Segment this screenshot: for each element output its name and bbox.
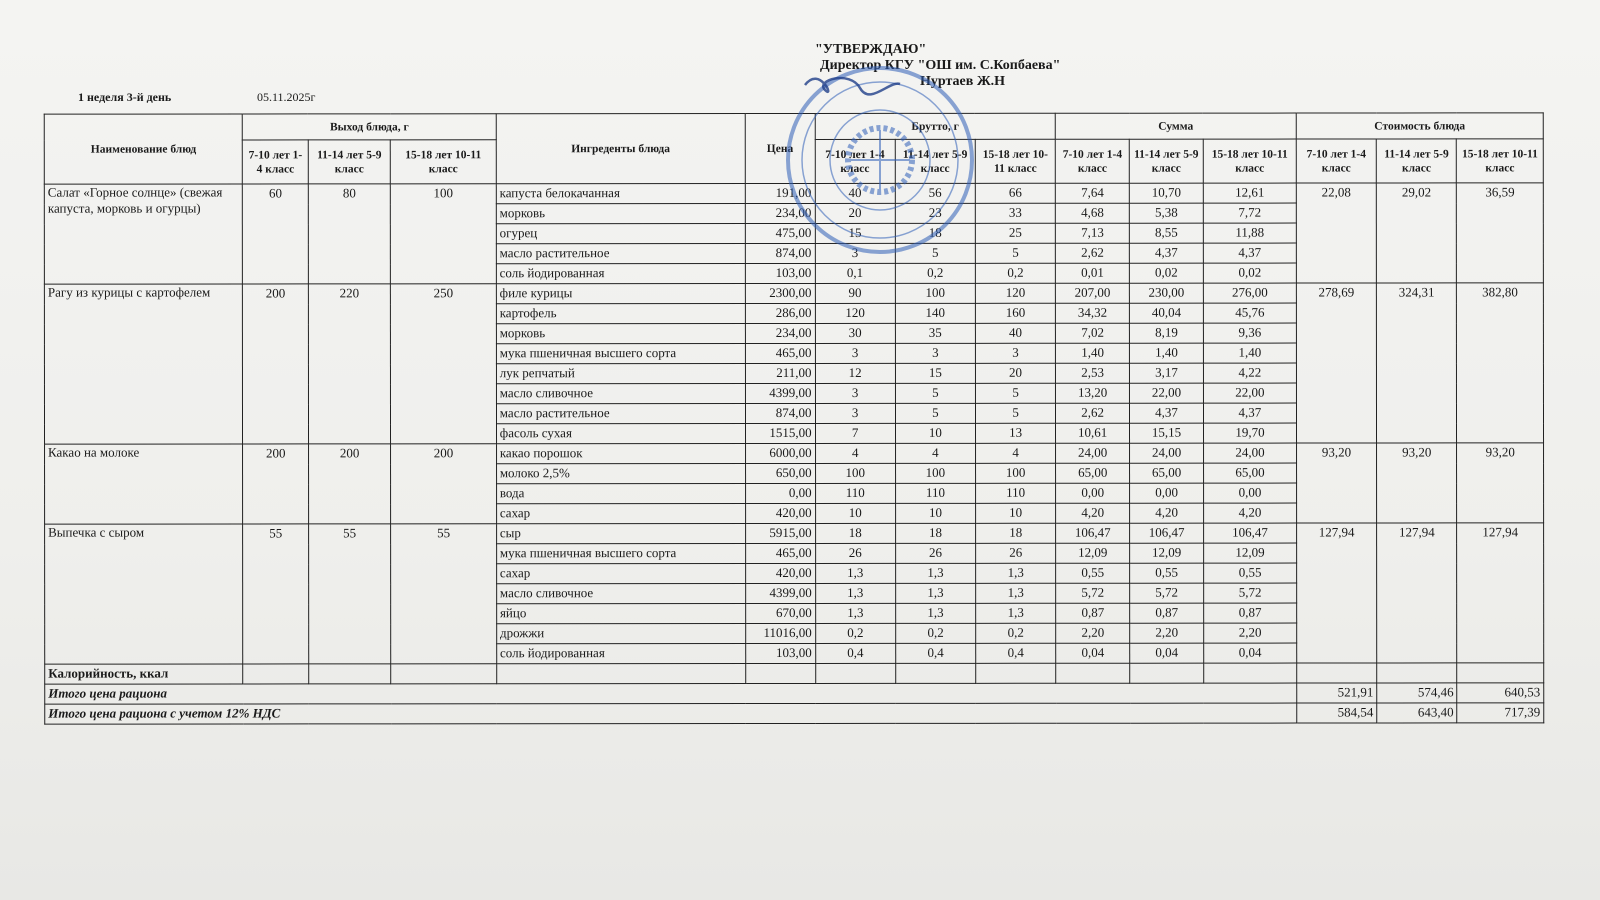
ingredient-brutto: 33 [975, 203, 1055, 223]
header-cost-age1: 7-10 лет 1-4 класс [1296, 139, 1376, 183]
ingredient-sum: 0,02 [1129, 263, 1203, 283]
ingredient-brutto: 15 [815, 223, 895, 243]
empty-cell [496, 664, 745, 684]
dish-output: 200 [243, 284, 309, 444]
ingredient-sum: 12,09 [1056, 543, 1130, 563]
ingredient-price: 103,00 [746, 643, 816, 663]
dish-name: Салат «Горное солнце» (свежая капуста, морковь и огурцы) [44, 184, 243, 284]
ingredient-sum: 65,00 [1204, 463, 1297, 483]
ingredient-sum: 0,87 [1056, 603, 1130, 623]
empty-cell [1377, 663, 1457, 683]
ingredient-price: 670,00 [746, 603, 816, 623]
ingredient-sum: 5,72 [1056, 583, 1130, 603]
dish-name: Выпечка с сыром [45, 524, 244, 664]
ingredient-brutto: 56 [895, 183, 975, 203]
table-row [44, 183, 1543, 204]
header-sum: Сумма [1055, 113, 1296, 139]
ingredient-sum: 65,00 [1056, 463, 1130, 483]
ingredient-name: морковь [496, 204, 745, 224]
total-value: 643,40 [1377, 703, 1457, 723]
ingredient-price: 5915,00 [745, 523, 815, 543]
ingredient-sum: 12,09 [1130, 543, 1204, 563]
calories-row [45, 663, 1544, 684]
ingredient-name: морковь [496, 324, 745, 344]
empty-cell [895, 663, 975, 683]
header-cost: Стоимость блюда [1296, 113, 1543, 139]
ingredient-brutto: 4 [976, 443, 1056, 463]
ingredient-sum: 2,20 [1204, 623, 1297, 643]
total-value: 574,46 [1377, 683, 1457, 703]
ingredient-brutto: 1,3 [976, 603, 1056, 623]
empty-cell [243, 664, 308, 684]
ingredient-price: 0,00 [745, 483, 815, 503]
ingredient-sum: 4,37 [1130, 403, 1204, 423]
total-row [45, 683, 1544, 704]
ingredient-brutto: 3 [815, 243, 895, 263]
ingredient-sum: 4,22 [1203, 363, 1296, 383]
ingredient-brutto: 3 [815, 403, 895, 423]
ingredient-sum: 2,20 [1056, 623, 1130, 643]
ingredient-name: капуста белокачанная [496, 184, 745, 204]
ingredient-price: 286,00 [745, 303, 815, 323]
ingredient-brutto: 3 [895, 343, 975, 363]
total-value: 521,91 [1297, 683, 1377, 703]
ingredient-sum: 4,37 [1129, 243, 1203, 263]
dish-cost: 382,80 [1457, 283, 1544, 443]
ingredient-brutto: 23 [895, 203, 975, 223]
ingredient-sum: 0,02 [1203, 263, 1296, 283]
ingredient-sum: 7,72 [1203, 203, 1296, 223]
ingredient-brutto: 18 [976, 523, 1056, 543]
dish-cost: 29,02 [1376, 183, 1456, 283]
ingredient-brutto: 0,2 [895, 623, 975, 643]
ingredient-brutto: 110 [976, 483, 1056, 503]
empty-cell [391, 664, 497, 684]
ingredient-brutto: 40 [975, 323, 1055, 343]
date-label: 05.11.2025г [257, 90, 316, 104]
approval-name: Нуртаев Ж.Н [920, 74, 1006, 89]
dish-cost: 127,94 [1377, 523, 1457, 663]
ingredient-name: какао порошок [496, 444, 745, 464]
ingredient-sum: 45,76 [1203, 303, 1296, 323]
empty-cell [976, 663, 1056, 683]
empty-cell [309, 664, 391, 684]
ingredient-brutto: 10 [895, 423, 975, 443]
ingredient-sum: 0,00 [1130, 483, 1204, 503]
ingredient-sum: 106,47 [1204, 523, 1297, 543]
ingredient-price: 2300,00 [745, 283, 815, 303]
ingredient-price: 211,00 [745, 363, 815, 383]
ingredient-brutto: 120 [815, 303, 895, 323]
ingredient-sum: 10,70 [1129, 183, 1203, 203]
ingredient-sum: 11,88 [1203, 223, 1296, 243]
header-output-age1: 7-10 лет 1-4 класс [243, 140, 308, 184]
ingredient-sum: 0,04 [1056, 643, 1130, 663]
ingredient-price: 650,00 [745, 463, 815, 483]
approval-block [815, 42, 1060, 90]
ingredient-sum: 1,40 [1056, 343, 1130, 363]
ingredient-brutto: 110 [815, 483, 895, 503]
ingredient-brutto: 5 [975, 403, 1055, 423]
ingredient-brutto: 1,3 [976, 563, 1056, 583]
ingredient-sum: 8,19 [1130, 323, 1204, 343]
ingredient-sum: 65,00 [1130, 463, 1204, 483]
ingredient-brutto: 66 [975, 183, 1055, 203]
dish-output: 80 [308, 184, 390, 284]
ingredient-name: масло сливочное [496, 384, 745, 404]
menu-table [44, 112, 1545, 724]
empty-cell [1204, 663, 1297, 683]
header-cost-age3: 15-18 лет 10-11 класс [1457, 139, 1544, 183]
empty-cell [1056, 663, 1130, 683]
ingredient-brutto: 1,3 [895, 583, 975, 603]
ingredient-brutto: 4 [815, 443, 895, 463]
ingredient-name: огурец [496, 224, 745, 244]
ingredient-sum: 12,61 [1203, 183, 1296, 203]
ingredient-sum: 2,20 [1130, 623, 1204, 643]
ingredient-brutto: 40 [815, 183, 895, 203]
ingredient-name: вода [496, 484, 745, 504]
ingredient-brutto: 5 [895, 403, 975, 423]
ingredient-name: масло растительное [496, 244, 745, 264]
ingredient-brutto: 1,3 [815, 603, 895, 623]
header-brutto-age2: 11-14 лет 5-9 класс [895, 139, 975, 183]
ingredient-brutto: 1,3 [895, 563, 975, 583]
dish-cost: 324,31 [1376, 283, 1456, 443]
dish-cost: 127,94 [1296, 523, 1376, 663]
ingredient-brutto: 26 [895, 543, 975, 563]
ingredient-price: 874,00 [745, 243, 815, 263]
header-ingredients: Ингреденты блюда [496, 114, 745, 184]
ingredient-brutto: 0,2 [975, 263, 1055, 283]
ingredient-brutto: 100 [815, 463, 895, 483]
ingredient-sum: 0,00 [1204, 483, 1297, 503]
ingredient-price: 4399,00 [746, 583, 816, 603]
ingredient-sum: 24,00 [1056, 443, 1130, 463]
ingredient-brutto: 110 [895, 483, 975, 503]
header-output-age3: 15-18 лет 10-11 класс [390, 140, 496, 184]
ingredient-name: соль йодированная [496, 644, 745, 664]
ingredient-price: 191,00 [745, 183, 815, 203]
ingredient-sum: 22,00 [1130, 383, 1204, 403]
ingredient-sum: 0,04 [1204, 643, 1297, 663]
ingredient-name: лук репчатый [496, 364, 745, 384]
empty-cell [1297, 663, 1377, 683]
ingredient-name: дрожжи [496, 624, 745, 644]
ingredient-brutto: 0,2 [895, 263, 975, 283]
ingredient-sum: 4,37 [1203, 403, 1296, 423]
ingredient-sum: 22,00 [1203, 383, 1296, 403]
ingredient-name: масло растительное [496, 404, 745, 424]
ingredient-brutto: 15 [895, 363, 975, 383]
ingredient-sum: 0,01 [1056, 263, 1130, 283]
ingredient-brutto: 13 [975, 423, 1055, 443]
header-output: Выход блюда, г [243, 114, 496, 140]
ingredient-sum: 40,04 [1129, 303, 1203, 323]
ingredient-sum: 0,55 [1056, 563, 1130, 583]
ingredient-name: яйцо [496, 604, 745, 624]
ingredient-sum: 1,40 [1130, 343, 1204, 363]
ingredient-price: 874,00 [745, 403, 815, 423]
ingredient-sum: 10,61 [1056, 423, 1130, 443]
ingredient-brutto: 3 [815, 343, 895, 363]
dish-name: Какао на молоке [45, 444, 244, 524]
empty-cell [1457, 663, 1544, 683]
ingredient-sum: 9,36 [1203, 323, 1296, 343]
header-dish-name: Наименование блюд [44, 114, 242, 184]
ingredient-brutto: 26 [976, 543, 1056, 563]
ingredient-brutto: 18 [895, 223, 975, 243]
ingredient-sum: 207,00 [1056, 283, 1130, 303]
dish-output: 200 [243, 444, 309, 524]
dish-cost: 93,20 [1296, 443, 1376, 523]
total-row [45, 703, 1544, 724]
ingredient-brutto: 0,1 [815, 263, 895, 283]
ingredient-sum: 1,40 [1203, 343, 1296, 363]
dish-output: 220 [308, 284, 390, 444]
ingredient-price: 234,00 [745, 203, 815, 223]
dish-output: 100 [390, 184, 496, 284]
total-value: 640,53 [1457, 683, 1544, 703]
dish-cost: 22,08 [1296, 183, 1376, 283]
ingredient-brutto: 0,4 [895, 643, 975, 663]
ingredient-brutto: 0,2 [976, 623, 1056, 643]
empty-cell [746, 663, 816, 683]
table-row [45, 443, 1544, 464]
header-brutto-age1: 7-10 лет 1-4 класс [815, 139, 895, 183]
ingredient-price: 11016,00 [746, 623, 816, 643]
ingredient-name: молоко 2,5% [496, 464, 745, 484]
ingredient-brutto: 160 [975, 303, 1055, 323]
dish-output: 200 [391, 444, 497, 524]
ingredient-sum: 4,20 [1056, 503, 1130, 523]
ingredient-name: масло сливочное [496, 584, 745, 604]
table-row [45, 523, 1544, 544]
ingredient-brutto: 140 [895, 303, 975, 323]
table-row [44, 283, 1543, 304]
ingredient-brutto: 10 [976, 503, 1056, 523]
ingredient-sum: 34,32 [1056, 303, 1130, 323]
ingredient-price: 475,00 [745, 223, 815, 243]
ingredient-name: соль йодированная [496, 264, 745, 284]
header-cost-age2: 11-14 лет 5-9 класс [1376, 139, 1456, 183]
ingredient-sum: 13,20 [1056, 383, 1130, 403]
dish-cost: 93,20 [1457, 443, 1544, 523]
ingredient-name: сахар [496, 564, 745, 584]
ingredient-brutto: 5 [975, 383, 1055, 403]
ingredient-sum: 2,53 [1056, 363, 1130, 383]
ingredient-price: 234,00 [745, 323, 815, 343]
ingredient-sum: 4,68 [1056, 203, 1130, 223]
ingredient-sum: 24,00 [1204, 443, 1297, 463]
dish-output: 250 [391, 284, 497, 444]
ingredient-brutto: 90 [815, 283, 895, 303]
ingredient-sum: 7,02 [1056, 323, 1130, 343]
ingredient-brutto: 5 [895, 383, 975, 403]
ingredient-price: 6000,00 [745, 443, 815, 463]
ingredient-brutto: 10 [815, 503, 895, 523]
ingredient-brutto: 0,4 [976, 643, 1056, 663]
ingredient-sum: 4,20 [1130, 503, 1204, 523]
ingredient-sum: 276,00 [1203, 283, 1296, 303]
dish-output: 200 [308, 444, 390, 524]
ingredient-brutto: 30 [815, 323, 895, 343]
ingredient-brutto: 20 [975, 363, 1055, 383]
dish-cost: 127,94 [1457, 523, 1544, 663]
header-brutto-age3: 15-18 лет 10-11 класс [975, 139, 1055, 183]
total-label: Итого цена рациона [45, 683, 1297, 704]
header-sum-age1: 7-10 лет 1-4 класс [1055, 139, 1129, 183]
day-label: 1 неделя 3-й день [78, 90, 172, 104]
ingredient-price: 465,00 [745, 343, 815, 363]
ingredient-name: сыр [496, 524, 745, 544]
ingredient-brutto: 100 [895, 283, 975, 303]
ingredient-sum: 0,55 [1204, 563, 1297, 583]
ingredient-brutto: 1,3 [815, 583, 895, 603]
dish-output: 55 [308, 524, 390, 664]
ingredient-brutto: 12 [815, 363, 895, 383]
empty-cell [1130, 663, 1204, 683]
empty-cell [815, 663, 895, 683]
ingredient-brutto: 5 [975, 243, 1055, 263]
ingredient-sum: 7,13 [1056, 223, 1130, 243]
dish-output: 60 [243, 184, 309, 284]
ingredient-name: мука пшеничная высшего сорта [496, 544, 745, 564]
ingredient-brutto: 1,3 [895, 603, 975, 623]
ingredient-brutto: 100 [976, 463, 1056, 483]
ingredient-brutto: 0,4 [815, 643, 895, 663]
ingredient-brutto: 18 [815, 523, 895, 543]
ingredient-name: картофель [496, 304, 745, 324]
ingredient-brutto: 26 [815, 543, 895, 563]
ingredient-sum: 0,87 [1130, 603, 1204, 623]
dish-name: Рагу из курицы с картофелем [44, 284, 243, 444]
ingredient-sum: 12,09 [1204, 543, 1297, 563]
ingredient-brutto: 0,2 [815, 623, 895, 643]
ingredient-brutto: 20 [815, 203, 895, 223]
ingredient-sum: 2,62 [1056, 243, 1130, 263]
header-sum-age3: 15-18 лет 10-11 класс [1203, 139, 1296, 183]
dish-cost: 93,20 [1377, 443, 1457, 523]
ingredient-brutto: 5 [895, 243, 975, 263]
ingredient-sum: 3,17 [1130, 363, 1204, 383]
ingredient-sum: 0,00 [1056, 483, 1130, 503]
ingredient-sum: 230,00 [1129, 283, 1203, 303]
header-price: Цена [745, 113, 815, 183]
ingredient-name: фасоль сухая [496, 424, 745, 444]
ingredient-brutto: 100 [895, 463, 975, 483]
dish-output: 55 [243, 524, 309, 664]
ingredient-brutto: 4 [895, 443, 975, 463]
ingredient-sum: 5,38 [1129, 203, 1203, 223]
ingredient-brutto: 1,3 [815, 563, 895, 583]
ingredient-sum: 106,47 [1056, 523, 1130, 543]
ingredient-price: 420,00 [746, 563, 816, 583]
ingredient-brutto: 18 [895, 523, 975, 543]
ingredient-sum: 19,70 [1203, 423, 1296, 443]
ingredient-sum: 0,87 [1204, 603, 1297, 623]
ingredient-sum: 2,62 [1056, 403, 1130, 423]
total-value: 584,54 [1297, 703, 1377, 723]
ingredient-brutto: 7 [815, 423, 895, 443]
ingredient-sum: 8,55 [1129, 223, 1203, 243]
ingredient-brutto: 3 [975, 343, 1055, 363]
ingredient-sum: 0,55 [1130, 563, 1204, 583]
ingredient-brutto: 10 [895, 503, 975, 523]
total-label: Итого цена рациона с учетом 12% НДС [45, 703, 1297, 724]
ingredient-sum: 4,37 [1203, 243, 1296, 263]
ingredient-sum: 106,47 [1130, 523, 1204, 543]
ingredient-brutto: 1,3 [976, 583, 1056, 603]
ingredient-brutto: 35 [895, 323, 975, 343]
ingredient-brutto: 120 [975, 283, 1055, 303]
total-value: 717,39 [1457, 703, 1544, 723]
dish-cost: 36,59 [1457, 183, 1544, 283]
ingredient-name: филе курицы [496, 284, 745, 304]
ingredient-price: 420,00 [745, 503, 815, 523]
dish-cost: 278,69 [1296, 283, 1376, 443]
ingredient-price: 1515,00 [745, 423, 815, 443]
ingredient-name: сахар [496, 504, 745, 524]
ingredient-sum: 7,64 [1055, 183, 1129, 203]
ingredient-sum: 5,72 [1130, 583, 1204, 603]
ingredient-name: мука пшеничная высшего сорта [496, 344, 745, 364]
approval-director: Директор КГУ "ОШ им. С.Копбаева" [820, 58, 1061, 73]
ingredient-price: 465,00 [745, 543, 815, 563]
header-sum-age2: 11-14 лет 5-9 класс [1129, 139, 1203, 183]
ingredient-sum: 5,72 [1204, 583, 1297, 603]
calories-label: Калорийность, ккал [45, 664, 243, 684]
ingredient-price: 103,00 [745, 263, 815, 283]
header-brutto: Брутто, г [815, 113, 1056, 139]
ingredient-sum: 15,15 [1130, 423, 1204, 443]
header-output-age2: 11-14 лет 5-9 класс [308, 140, 390, 184]
ingredient-sum: 4,20 [1204, 503, 1297, 523]
dish-output: 55 [391, 524, 497, 664]
ingredient-price: 4399,00 [745, 383, 815, 403]
approval-title: "УТВЕРЖДАЮ" [815, 42, 927, 57]
ingredient-brutto: 3 [815, 383, 895, 403]
ingredient-sum: 24,00 [1130, 443, 1204, 463]
ingredient-sum: 0,04 [1130, 643, 1204, 663]
ingredient-brutto: 25 [975, 223, 1055, 243]
